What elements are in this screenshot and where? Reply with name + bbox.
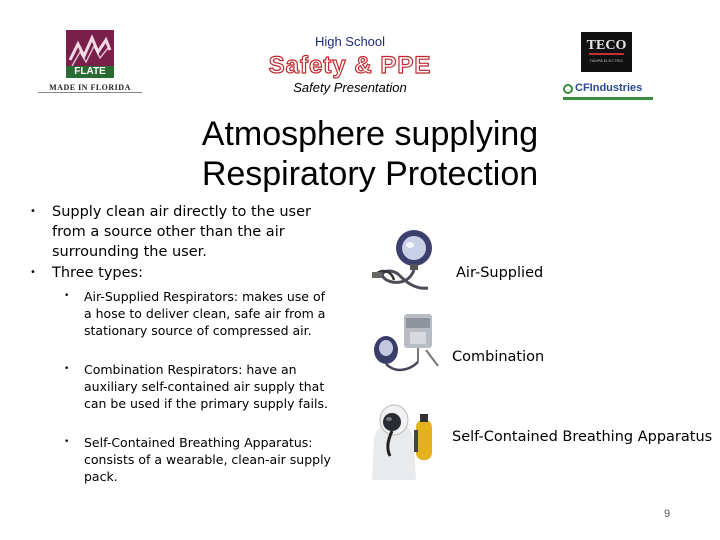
bullet-dot-icon: • — [64, 437, 70, 447]
bullet-text: Three types: — [52, 265, 143, 281]
cf-logo-text: CFIndustries — [575, 82, 643, 94]
sub-bullet-text: Self-Contained Breathing Apparatus: consists of a wearable, clean-air supply pack. — [84, 435, 331, 484]
sub-bullet-item — [64, 288, 336, 339]
sub-bullet-item — [64, 434, 336, 485]
air-supplied-label: Air-Supplied — [456, 265, 544, 281]
school-title: High School — [314, 34, 386, 49]
bullet-item — [30, 202, 337, 262]
bullet-item — [30, 263, 337, 283]
combination-label: Combination — [452, 349, 545, 365]
bullet-dot-icon: • — [30, 267, 36, 278]
air-supplied-respirator-photo — [370, 228, 442, 300]
teco-logo-text: TECO — [586, 38, 627, 53]
bullet-dot-icon: • — [64, 291, 70, 301]
slide-title: Atmosphere supplying Respiratory Protection — [201, 115, 539, 193]
cf-industries-logo — [563, 82, 655, 100]
bullet-dot-icon: • — [30, 206, 36, 217]
scba-label: Self-Contained Breathing Apparatus — [452, 429, 713, 445]
sub-bullet-item — [64, 361, 336, 412]
combination-respirator-photo — [370, 310, 442, 382]
flate-logo-label: FLATE — [66, 66, 114, 78]
page-number: 9 — [664, 508, 671, 520]
flate-tagline: MADE IN FLORIDA — [49, 83, 131, 92]
presentation-subtitle: Safety Presentation — [293, 80, 407, 95]
teco-logo-sub: TAMPA ELECTRIC — [589, 58, 624, 63]
program-title: Safety & PPE — [268, 52, 432, 79]
sub-bullet-text: Air-Supplied Respirators: makes use of a hose to deliver clean, safe air from a stationary source of compressed air. — [84, 289, 326, 338]
bullet-text: Supply clean air directly to the user from a source other than the air surrounding the user. — [52, 204, 311, 260]
scba-photo — [364, 400, 440, 480]
teco-logo — [581, 32, 632, 72]
flate-logo — [38, 28, 142, 98]
sub-bullet-text: Combination Respirators: have an auxiliary self-contained air supply that can be used if the primary supply fails. — [84, 362, 328, 411]
bullet-dot-icon: • — [64, 364, 70, 374]
